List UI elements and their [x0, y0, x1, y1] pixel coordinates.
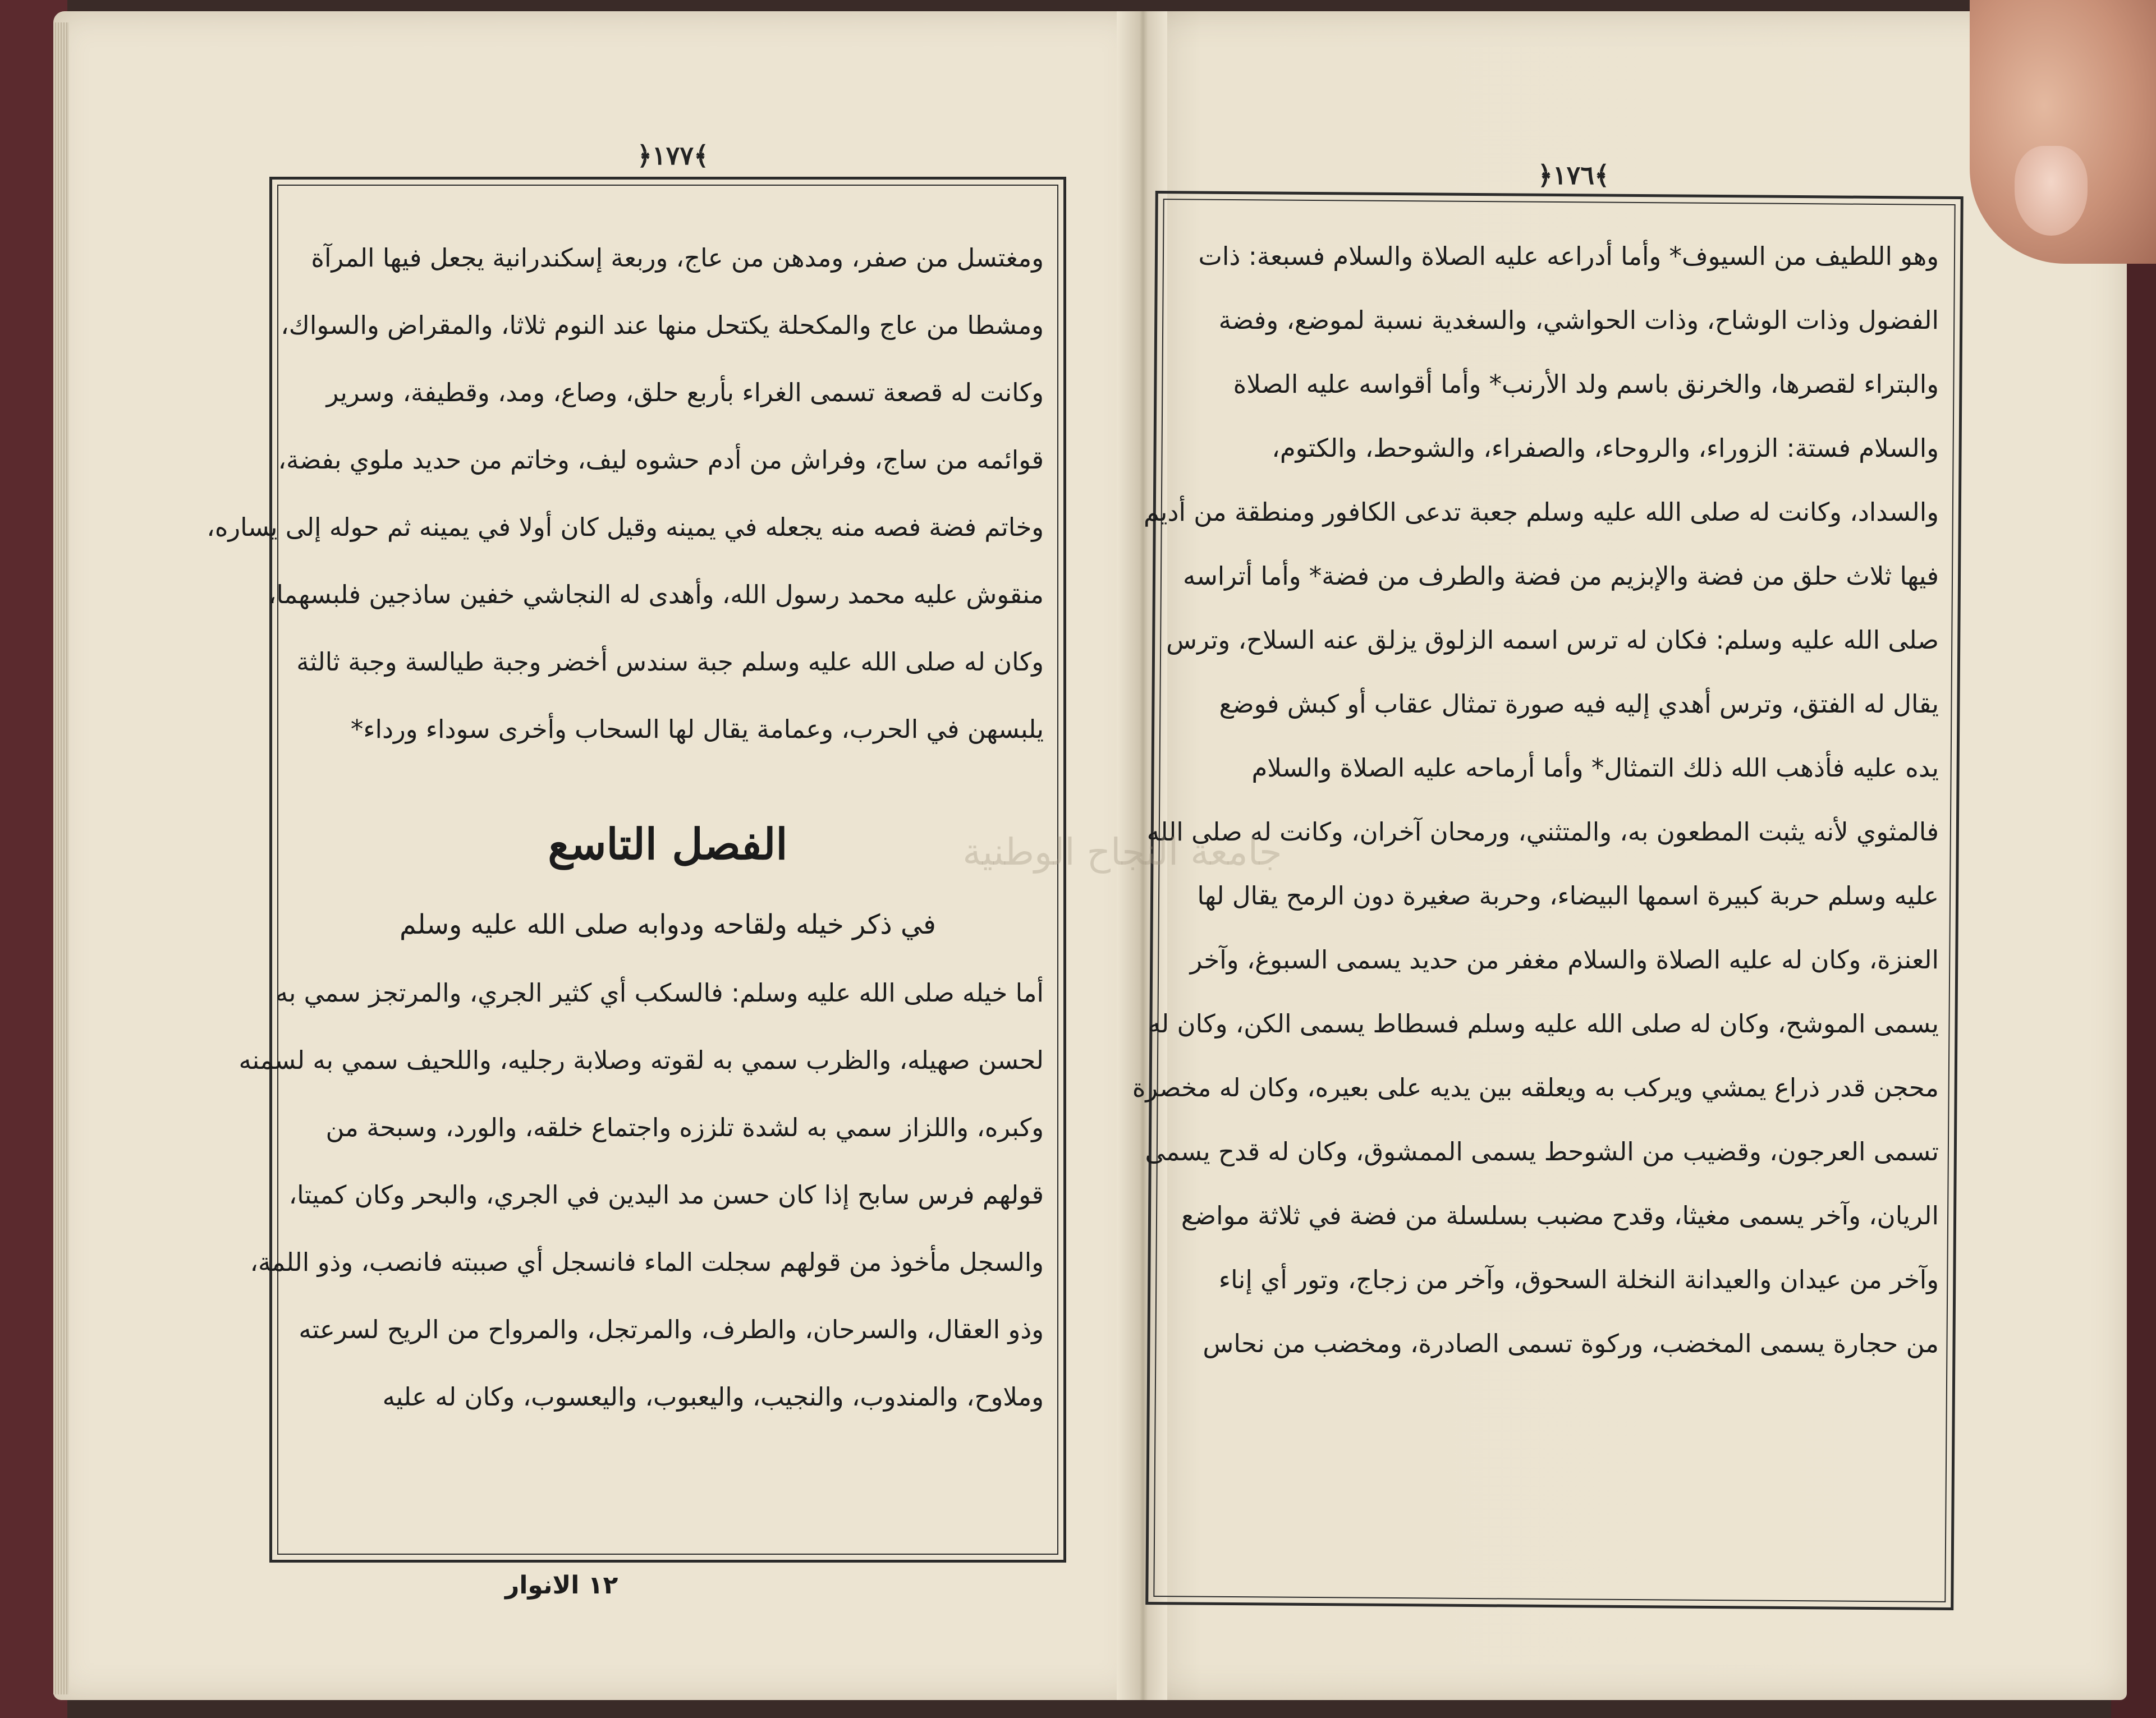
text-line: فالمثوي لأنه يثبت المطعون به، والمتثني، ورمحان آخران، وكانت له صلى الله	[1146, 817, 1939, 847]
left-page-number: ﴿١٧٧﴾	[637, 140, 709, 171]
right-text-block	[1132, 224, 1939, 1376]
text-line: قوائمه من ساج، وفراش من أدم حشوه ليف، وخاتم من حديد ملوي بفضة،	[278, 445, 1044, 475]
text-line: محجن قدر ذراع يمشي ويركب به ويعلقه بين يديه على بعيره، وكان له مخصرة	[1132, 1073, 1939, 1103]
text-line: ومغتسل من صفر، ومدهن من عاج، وربعة إسكندرانية يجعل فيها المرآة	[311, 243, 1044, 273]
text-line: يسمى الموشح، وكان له صلى الله عليه وسلم فسطاط يسمى الكن، وكان له	[1148, 1009, 1939, 1039]
left-text-block-top	[207, 224, 1044, 763]
text-line: منقوش عليه محمد رسول الله، وأهدى له النجاشي خفين ساذجين فلبسهما،	[268, 580, 1044, 609]
text-line: والسلام فستة: الزوراء، والروحاء، والصفراء، والشوحط، والكتوم،	[1272, 433, 1939, 463]
text-line: وهو اللطيف من السيوف* وأما أدراعه عليه الصلاة والسلام فسبعة: ذات	[1198, 241, 1939, 271]
text-line: الريان، وآخر يسمى مغيثا، وقدح مضبب بسلسلة من فضة في ثلاثة مواضع	[1181, 1201, 1939, 1230]
text-line: فيها ثلاث حلق من فضة والإبزيم من فضة والطرف من فضة* وأما أتراسه	[1182, 561, 1939, 591]
text-line: يقال له الفتق، وترس أهدي إليه فيه صورة تمثال عقاب أو كبش فوضع	[1219, 689, 1939, 719]
text-line: وآخر من عيدان والعيدانة النخلة السحوق، وآخر من زجاج، وتور أي إناء	[1218, 1265, 1939, 1294]
text-line: والبتراء لقصرها، والخرنق باسم ولد الأرنب* وأما أقواسه عليه الصلاة	[1233, 369, 1939, 399]
text-line: الفضول وذات الوشاح، وذات الحواشي، والسغدية نسبة لموضع، وفضة	[1218, 305, 1939, 335]
left-text-block-bottom	[238, 959, 1044, 1431]
text-line: والسجل مأخوذ من قولهم سجلت الماء فانسجل أي صببته فانصب، وذو اللمة،	[250, 1247, 1044, 1277]
text-line: صلى الله عليه وسلم: فكان له ترس اسمه الزلوق يزلق عنه السلاح، وترس	[1166, 625, 1939, 655]
text-line: ومشطا من عاج والمكحلة يكتحل منها عند النوم ثلاثا، والمقراض والسواك،	[281, 310, 1044, 340]
right-page-number: ﴿١٧٦﴾	[1538, 160, 1610, 190]
text-line: تسمى العرجون، وقضيب من الشوحط يسمى الممشوق، وكان له قدح يسمى	[1145, 1137, 1939, 1166]
text-line: يده عليه فأذهب الله ذلك التمثال* وأما أرماحه عليه الصلاة والسلام	[1251, 753, 1939, 783]
text-line: قولهم فرس سابح إذا كان حسن مد اليدين في الجري، والبحر وكان كميتا،	[288, 1180, 1044, 1210]
chapter-subtitle: في ذكر خيله ولقاحه ودوابه صلى الله عليه وسلم	[399, 909, 936, 940]
text-line: من حجارة يسمى المخضب، وركوة تسمى الصادرة، ومخضب من نحاس	[1203, 1329, 1939, 1358]
text-line: والسداد، وكانت له صلى الله عليه وسلم جعبة تدعى الكافور ومنطقة من أديم	[1143, 497, 1939, 527]
text-line: وملاوح، والمندوب، والنجيب، واليعبوب، واليعسوب، وكان له عليه	[382, 1382, 1044, 1412]
text-line: وكانت له قصعة تسمى الغراء بأربع حلق، وصاع، ومد، وقطيفة، وسرير	[326, 378, 1044, 407]
text-line: يلبسهن في الحرب، وعمامة يقال لها السحاب وأخرى سوداء ورداء*	[350, 714, 1044, 744]
text-line: أما خيله صلى الله عليه وسلم: فالسكب أي كثير الجري، والمرتجز سمي به	[275, 978, 1044, 1008]
text-line: العنزة، وكان له عليه الصلاة والسلام مغفر من حديد يسمى السبوغ، وآخر	[1190, 945, 1939, 975]
page-stack-edge	[53, 22, 69, 1694]
text-line: وخاتم فضة فصه منه يجعله في يمينه وقيل كان أولا في يمينه ثم حوله إلى يساره،	[207, 512, 1044, 542]
text-line: وكبره، واللزاز سمي به لشدة تلززه واجتماع خلقه، والورد، وسبحة من	[325, 1113, 1044, 1142]
signature-mark: ١٢ الانوار	[505, 1571, 618, 1600]
text-line: وذو العقال، والسرحان، والطرف، والمرتجل، والمرواح من الريح لسرعته	[299, 1315, 1044, 1344]
text-line: وكان له صلى الله عليه وسلم جبة سندس أخضر وجبة طيالسة وجبة ثالثة	[296, 647, 1044, 677]
library-watermark: جامعة النجاح الوطنية	[962, 830, 1282, 874]
text-line: لحسن صهيله، والظرب سمي به لقوته وصلابة رجليه، واللحيف سمي به لسمنه	[238, 1045, 1044, 1075]
thumb-nail	[2015, 146, 2088, 236]
chapter-title: الفصل التاسع	[548, 819, 788, 869]
text-line: عليه وسلم حربة كبيرة اسمها البيضاء، وحربة صغيرة دون الرمح يقال لها	[1197, 881, 1939, 911]
